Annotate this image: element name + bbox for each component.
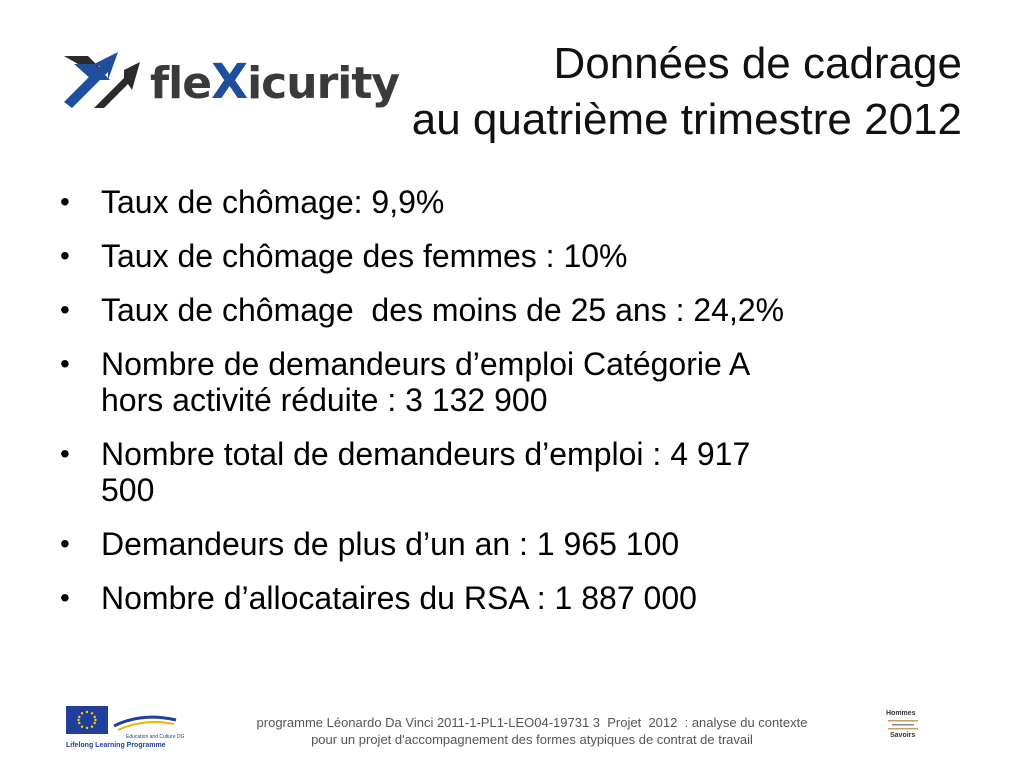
logo-wordmark: fleXicurity [150, 54, 400, 110]
bullet-item: • Nombre total de demandeurs d’emploi : 4 917 500 [60, 436, 751, 508]
hommes-label: Hommes [886, 710, 916, 717]
eu-lifelong-learning-logo [66, 706, 185, 752]
bullet-list [58, 184, 938, 634]
bullet-dot: • [60, 438, 70, 469]
bullet-item: • Taux de chômage des femmes : 10% [60, 238, 628, 274]
bullet-dot: • [60, 186, 70, 217]
savoirs-label: Savoirs [890, 732, 916, 739]
eu-dg-label: Education and Culture DG [126, 734, 185, 740]
education-culture-swoosh-icon [112, 708, 178, 734]
bullet-dot: • [60, 348, 70, 379]
bullet-dot: • [60, 240, 70, 271]
bullet-item: • Taux de chômage: 9,9% [60, 184, 445, 220]
bullet-item: • Demandeurs de plus d’un an : 1 965 100 [60, 526, 680, 562]
eu-flag-icon [66, 706, 108, 734]
bullet-item: • Taux de chômage des moins de 25 ans : 24,2% [60, 292, 785, 328]
lifelong-learning-label: Lifelong Learning Programme [66, 742, 166, 749]
arrow-logo-icon [64, 50, 142, 108]
slide-title [262, 36, 962, 148]
title-line-1: Données de cadrage [553, 39, 962, 88]
footer-text [196, 714, 868, 748]
title-line-2: au quatrième trimestre 2012 [411, 95, 962, 144]
hommes-savoirs-mark-icon [888, 719, 918, 731]
bullet-dot: • [60, 582, 70, 613]
bullet-item: • Nombre d’allocataires du RSA : 1 887 000 [60, 580, 697, 616]
footer-line-2: pour un projet d'accompagnement des formes atypiques de contrat de travail [311, 732, 753, 747]
hommes-savoirs-logo [884, 710, 924, 746]
bullet-dot: • [60, 528, 70, 559]
bullet-item: • Nombre de demandeurs d’emploi Catégorie A hors activité réduite : 3 132 900 [60, 346, 751, 418]
footer-line-1: programme Léonardo Da Vinci 2011-1-PL1-LEO04-19731 3 Projet 2012 : analyse du contexte [256, 715, 808, 730]
bullet-dot: • [60, 294, 70, 325]
